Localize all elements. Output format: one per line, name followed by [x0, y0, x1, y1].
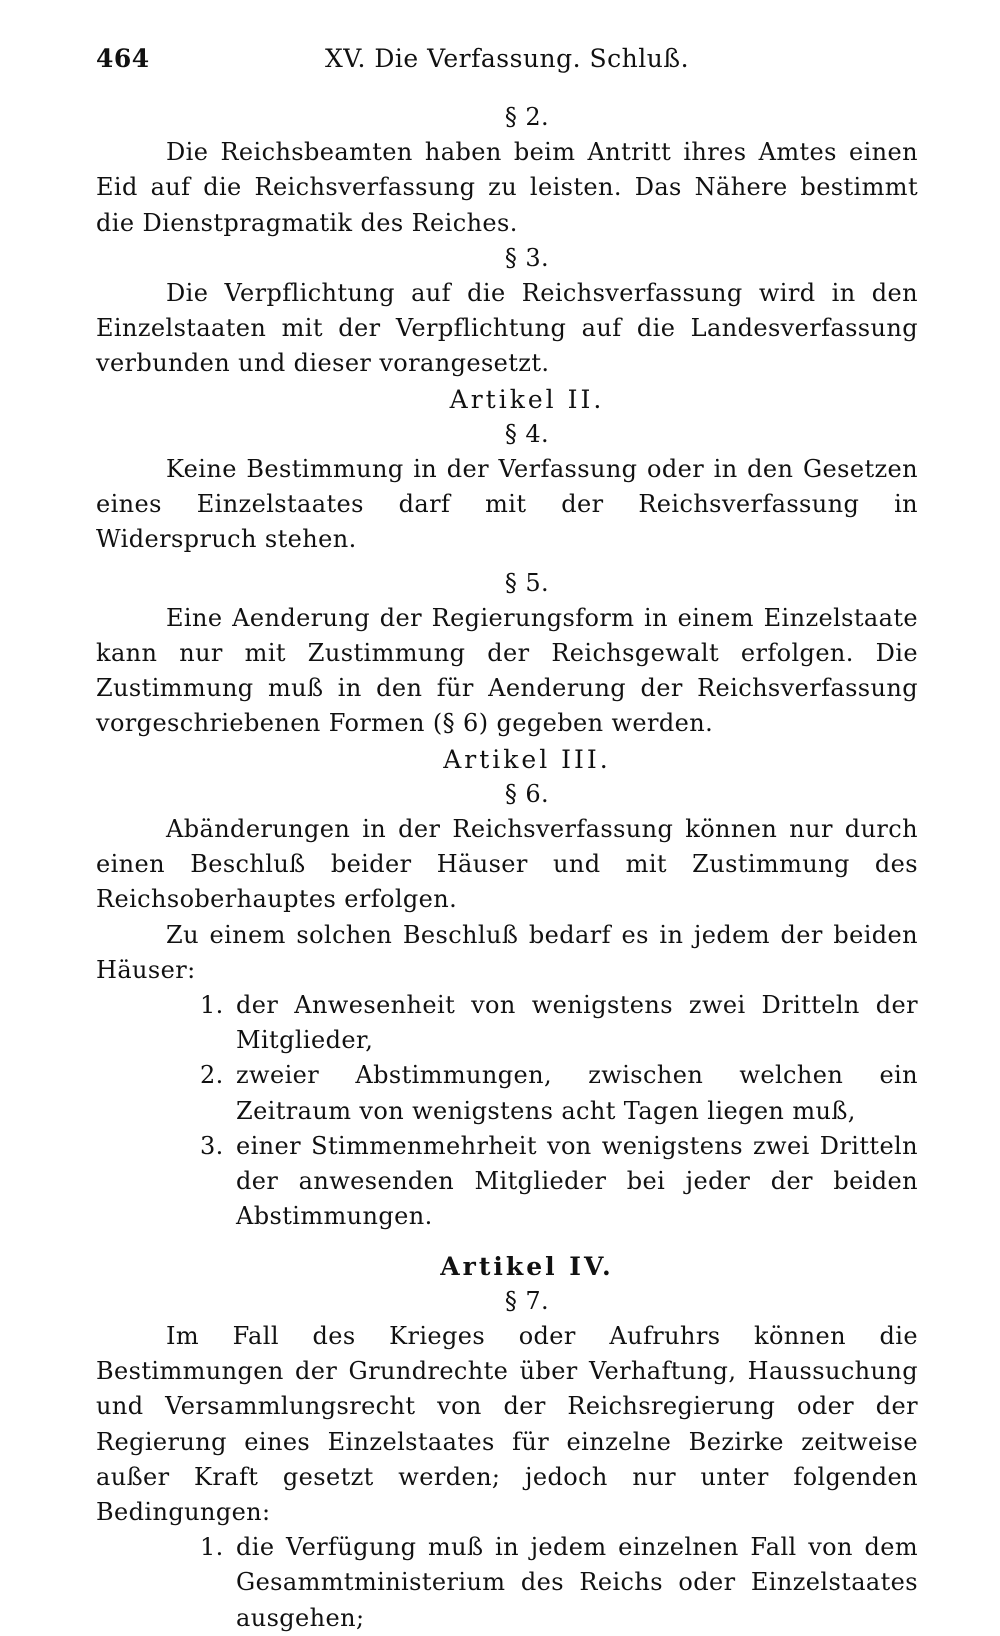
list-number: 2. — [200, 1061, 224, 1090]
running-title: XV. Die Verfassung. Schluß. — [324, 44, 690, 73]
numbered-list — [200, 1530, 918, 1636]
section-heading: § 4. — [504, 419, 550, 448]
paragraph: Im Fall des Krieges oder Aufruhrs können die Bestimmungen der Grundrechte über Verhaftung, Haussuchung und Versammlungsrecht von der Reichsregierung oder der Regierung eines Einzelstaates für einzelne Bezirke zeitweise außer Kraft gesetzt werden; jedoch nur unter folgenden Bedingungen: — [96, 1321, 918, 1526]
list-item-text: die Verfügung muß in jedem einzelnen Fall von dem Gesammtministerium des Reichs oder Einzelstaates ausgehen; — [236, 1533, 918, 1632]
paragraph: Keine Bestimmung in der Verfassung oder in den Gesetzen eines Einzelstaates darf mit der Reichsverfassung in Widerspruch stehen. — [96, 455, 918, 554]
list-item-text: der Anwesenheit von wenigstens zwei Dritteln der Mitglieder, — [236, 991, 918, 1055]
article-heading: Artikel III. — [443, 744, 611, 774]
list-item-text: einer Stimmenmehrheit von wenigstens zwei Dritteln der anwesenden Mitglieder bei jeder der beiden Abstimmungen. — [236, 1131, 918, 1231]
article-heading: Artikel II. — [449, 384, 605, 414]
list-number: 1. — [200, 1533, 224, 1562]
section-heading: § 6. — [504, 779, 550, 808]
paragraph: Die Reichsbeamten haben beim Antritt ihres Amtes einen Eid auf die Reichsverfassung zu leisten. Das Nähere bestimmt die Dienstpragmatik des Reiches. — [96, 138, 918, 237]
list-number: 3. — [200, 1131, 224, 1160]
section-heading: § 3. — [504, 243, 550, 272]
paragraph: Zu einem solchen Beschluß bedarf es in jedem der beiden Häuser: — [96, 920, 918, 984]
page-body — [96, 100, 918, 1636]
section-heading: § 5. — [504, 568, 550, 597]
paragraph: Eine Aenderung der Regierungsform in einem Einzelstaate kann nur mit Zustimmung der Reichsgewalt erfolgen. Die Zustimmung muß in den für Aenderung der Reichsverfassung vorgeschriebenen Formen (§ 6) gegeben werden. — [96, 603, 918, 738]
list-item — [200, 1530, 918, 1636]
list-item-text: zweier Abstimmungen, zwischen welchen ein Zeitraum von wenigstens acht Tagen liegen muß, — [236, 1061, 918, 1125]
section-heading: § 7. — [504, 1286, 550, 1315]
paragraph: Abänderungen in der Reichsverfassung können nur durch einen Beschluß beider Häuser und mit Zustimmung des Reichsoberhauptes erfolgen. — [96, 815, 918, 914]
section-heading: § 2. — [504, 103, 550, 131]
list-item — [200, 1058, 918, 1128]
paragraph: Die Verpflichtung auf die Reichsverfassung wird in den Einzelstaaten mit der Verpflichtung auf die Landesverfassung verbunden und dieser vorangesetzt. — [96, 279, 918, 378]
list-item — [200, 1129, 918, 1235]
page-header — [96, 36, 918, 76]
numbered-list — [200, 988, 918, 1234]
list-number: 1. — [200, 991, 224, 1020]
page-number: 464 — [96, 44, 150, 73]
list-item — [200, 988, 918, 1058]
article-heading: Artikel IV. — [440, 1251, 614, 1281]
